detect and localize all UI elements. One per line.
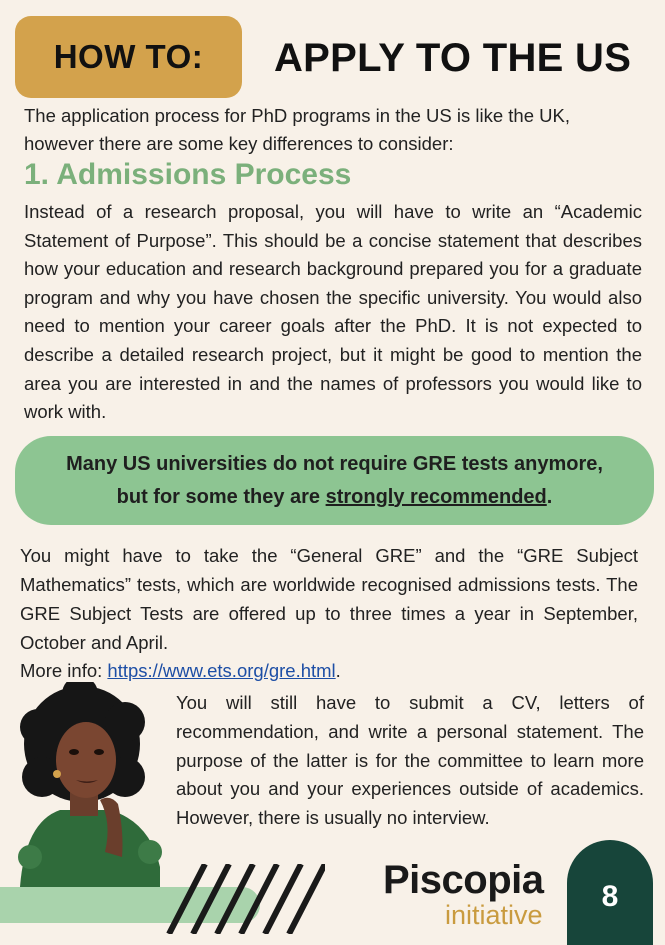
intro-paragraph: The application process for PhD programs in the US is like the UK, however there are some key differences to consider: — [24, 105, 570, 154]
callout-emphasis: strongly recommended — [325, 485, 547, 508]
page-number-tab — [567, 840, 653, 945]
callout-line-1: Many US universities do not require GRE tests anymore, — [66, 452, 603, 475]
woman-illustration — [0, 682, 200, 892]
page-title: APPLY TO THE US — [274, 36, 632, 80]
gre-paragraph: You might have to take the “General GRE” and the “GRE Subject Mathematics” tests, which are worldwide recognised admissions tests. The GRE Subject Tests are offered up to three times a year in September, October and April. — [20, 545, 638, 653]
logo-name: Piscopia — [383, 858, 544, 902]
admissions-paragraph: Instead of a research proposal, you will have to write an “Academic Statement of Purpose”. This should be a concise statement that describes how your education and research background prepared you for a graduate program and why you have chosen the specific university. You would also need to mention your career goals after the PhD. It is not expected to describe a detailed research project, but it might be good to mention the area you are interested in and the names of professors you would like to work with. — [24, 201, 642, 423]
gre-callout — [15, 436, 654, 525]
decorative-stripes — [165, 864, 325, 934]
header-badge: HOW TO: — [15, 16, 242, 98]
callout-line-2-suffix: . — [546, 485, 553, 508]
section-heading: 1. Admissions Process — [24, 158, 352, 191]
cv-paragraph: You will still have to submit a CV, letters of recommendation, and write a personal statement. The purpose of the latter is for the committee to learn more about you and your experiences outside of academics. However, there is usually no interview. — [176, 692, 644, 829]
more-info-suffix: . — [335, 660, 341, 681]
more-info-line — [20, 656, 341, 685]
page-number: 8 — [601, 879, 619, 913]
more-info-label: More info: — [20, 660, 108, 681]
callout-line-2-prefix: but for some they are — [116, 485, 326, 508]
gre-link[interactable]: https://www.ets.org/gre.html — [107, 660, 336, 681]
logo-subtitle: initiative — [445, 900, 543, 930]
